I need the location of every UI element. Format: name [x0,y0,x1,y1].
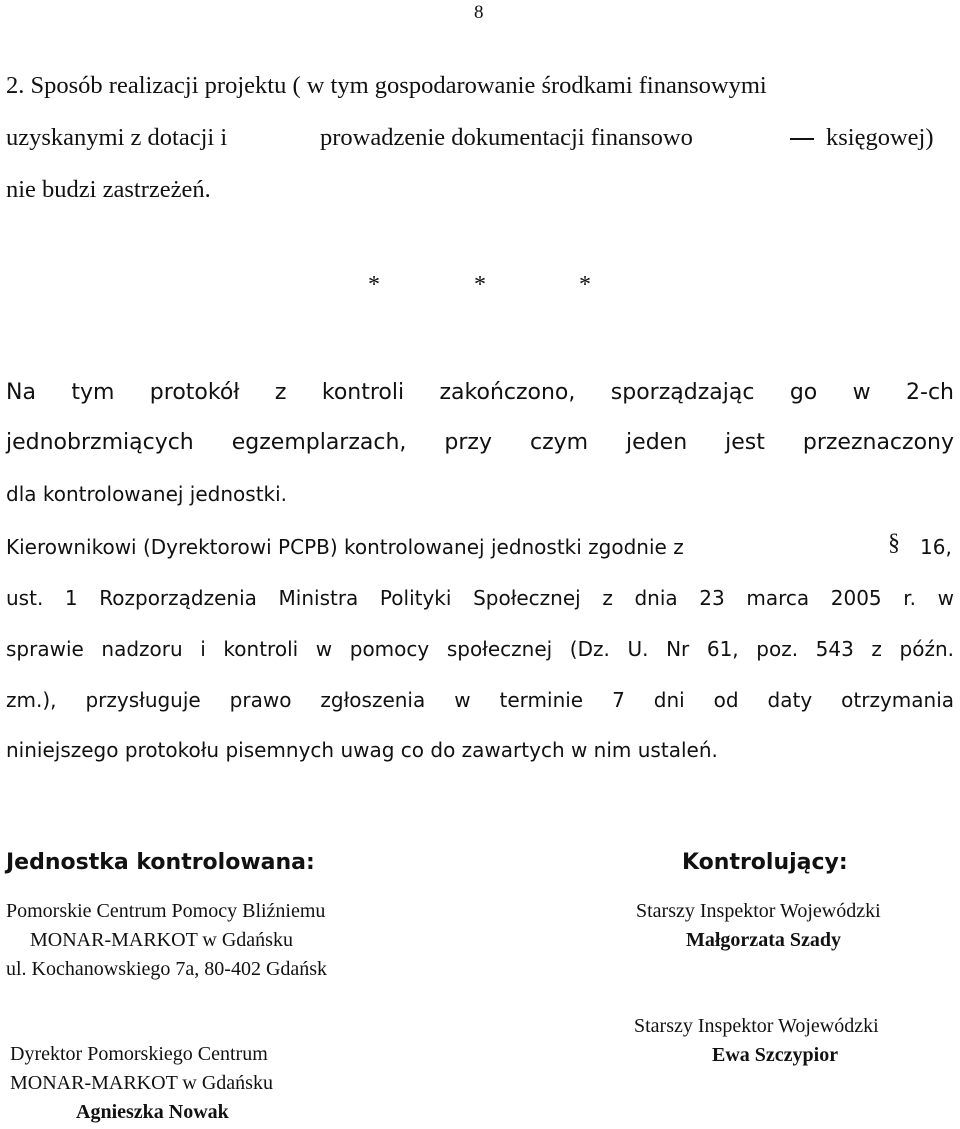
director-line-2: MONAR-MARKOT w Gdańsku [10,1072,273,1094]
inspector-2-title: Starszy Inspektor Wojewódzki [634,1015,879,1037]
closing-line-1: Na tym protokół z kontroli zakończono, sporządzając go w 2-ch [6,380,954,405]
director-line-1: Dyrektor Pomorskiego Centrum [10,1043,268,1065]
separator-star-3: * [579,272,591,298]
closing-line-6: sprawie nadzoru i kontroli w pomocy społecznej (Dz. U. Nr 61, poz. 543 z późn. [6,637,954,661]
point-2-line-2c: księgowej) [826,124,934,151]
director-name: Agnieszka Nowak [76,1101,229,1123]
right-heading: Kontrolujący: [682,850,848,875]
point-2-line-3: nie budzi zastrzeżeń. [6,176,211,203]
left-heading: Jednostka kontrolowana: [6,850,315,875]
point-2-line-2b: prowadzenie dokumentacji finansowo [320,124,693,151]
inspector-2-name: Ewa Szczypior [712,1044,839,1066]
separator-star-2: * [474,272,486,298]
point-2-line-2a: uzyskanymi z dotacji i [6,124,228,151]
org-line-2: MONAR-MARKOT w Gdańsku [30,929,293,951]
closing-line-4a: Kierownikowi (Dyrektorowi PCPB) kontrolowanej jednostki zgodnie z [6,535,684,559]
inspector-1-name: Małgorzata Szady [686,929,841,951]
closing-line-7: zm.), przysługuje prawo zgłoszenia w terminie 7 dni od daty otrzymania [6,688,954,712]
org-line-3: ul. Kochanowskiego 7a, 80-402 Gdańsk [6,958,328,980]
inspector-1-title: Starszy Inspektor Wojewódzki [636,900,881,922]
org-line-1: Pomorskie Centrum Pomocy Bliźniemu [6,900,326,922]
closing-line-8: niniejszego protokołu pisemnych uwag co do zawartych w nim ustaleń. [6,738,718,762]
separator-star-1: * [368,272,380,298]
closing-line-3: dla kontrolowanej jednostki. [6,482,288,506]
page-number: 8 [474,2,484,23]
paragraph-sign: § [888,530,900,556]
closing-line-5: ust. 1 Rozporządzenia Ministra Polityki Społecznej z dnia 23 marca 2005 r. w [6,586,954,610]
closing-line-4b: 16, [920,535,952,559]
closing-line-2: jednobrzmiących egzemplarzach, przy czym jeden jest przeznaczony [6,430,954,455]
point-2-line-1: 2. Sposób realizacji projektu ( w tym gospodarowanie środkami finansowymi [6,72,767,99]
dash-divider [790,138,814,140]
